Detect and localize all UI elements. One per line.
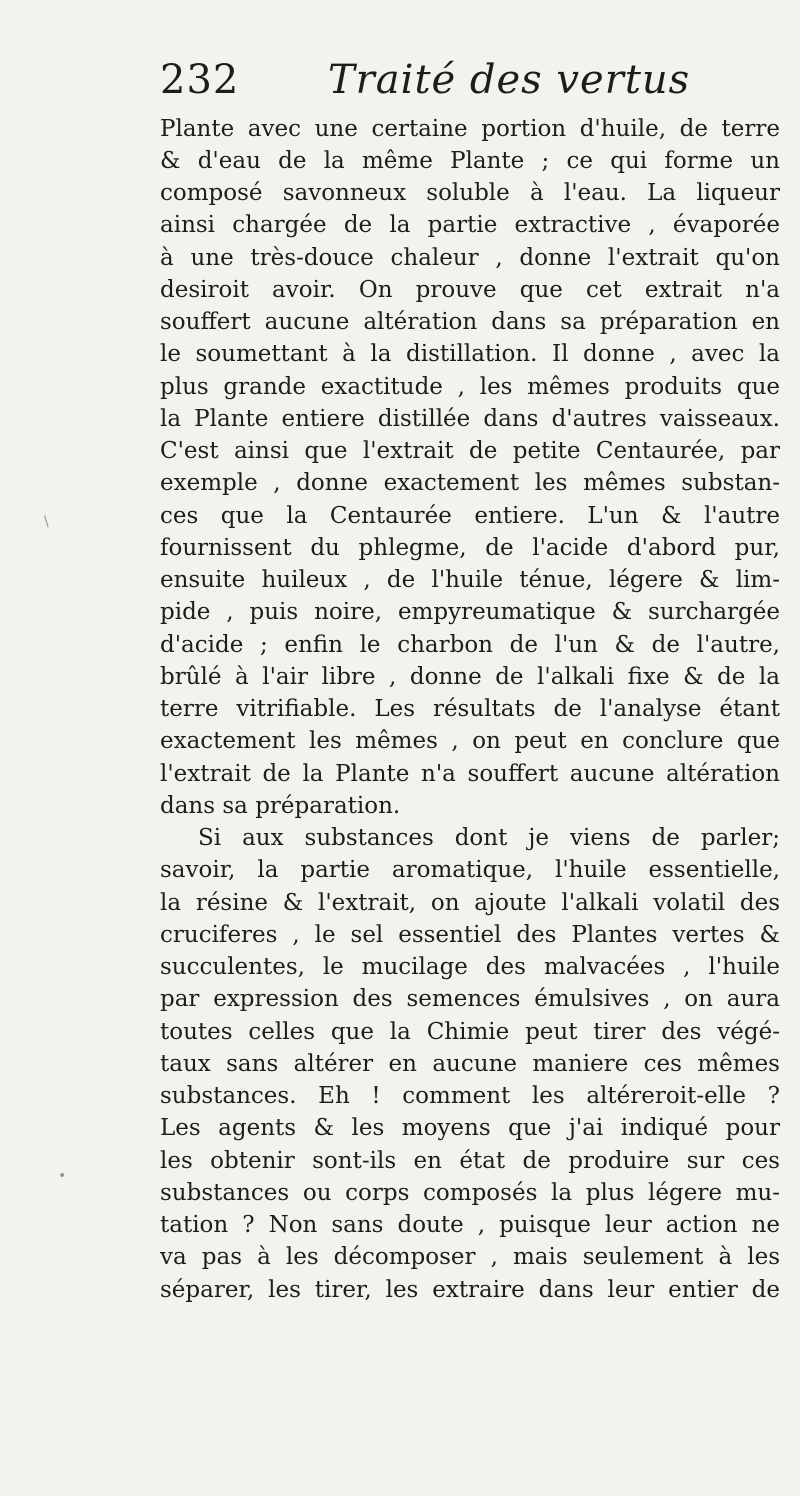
text-line: substances ou corps composés la plus légere mu-	[160, 1180, 780, 1206]
page-header	[160, 56, 780, 104]
text-line: plus grande exactitude , les mêmes produits que	[160, 374, 780, 400]
text-line: pide , puis noire, empyreumatique & surchargée	[160, 599, 780, 625]
text-line: Si aux substances dont je viens de parler;	[198, 825, 780, 851]
running-title: Traité des vertus	[328, 57, 691, 103]
text-line: ainsi chargée de la partie extractive , évaporée	[160, 212, 780, 238]
text-line: Les agents & les moyens que j'ai indiqué pour	[160, 1115, 780, 1141]
text-line: les obtenir sont-ils en état de produire sur ces	[160, 1148, 780, 1174]
text-line: Plante avec une certaine portion d'huile, de terre	[160, 116, 780, 142]
text-line: séparer, les tirer, les extraire dans leur entier de	[160, 1277, 780, 1303]
text-line: cruciferes , le sel essentiel des Plantes vertes &	[160, 922, 780, 948]
page-number: 232	[160, 57, 240, 103]
text-line: C'est ainsi que l'extrait de petite Centaurée, par	[160, 438, 780, 464]
text-line: terre vitrifiable. Les résultats de l'analyse étant	[160, 696, 780, 722]
text-line: à une très-douce chaleur , donne l'extrait qu'on	[160, 245, 780, 271]
text-line: & d'eau de la même Plante ; ce qui forme un	[160, 148, 780, 174]
margin-mark: \	[44, 514, 49, 530]
text-line: substances. Eh ! comment les altéreroit-elle ?	[160, 1083, 780, 1109]
text-line: d'acide ; enfin le charbon de l'un & de l'autre,	[160, 632, 780, 658]
text-line: succulentes, le mucilage des malvacées , l'huile	[160, 954, 780, 980]
text-line: dans sa préparation.	[160, 793, 401, 819]
text-line: la résine & l'extrait, on ajoute l'alkali volatil des	[160, 890, 780, 916]
text-line: ces que la Centaurée entiere. L'un & l'autre	[160, 503, 780, 529]
text-line: exemple , donne exactement les mêmes substan-	[160, 470, 780, 496]
text-line: composé savonneux soluble à l'eau. La liqueur	[160, 180, 780, 206]
text-line: l'extrait de la Plante n'a souffert aucune altération	[160, 761, 780, 787]
text-line: desiroit avoir. On prouve que cet extrait n'a	[160, 277, 780, 303]
text-line: ensuite huileux , de l'huile ténue, légere & lim-	[160, 567, 780, 593]
text-line: le soumettant à la distillation. Il donne , avec la	[160, 341, 780, 367]
text-line: tation ? Non sans doute , puisque leur action ne	[160, 1212, 780, 1238]
text-line: toutes celles que la Chimie peut tirer des végé-	[160, 1019, 780, 1045]
text-line: fournissent du phlegme, de l'acide d'abord pur,	[160, 535, 780, 561]
text-line: par expression des semences émulsives , on aura	[160, 986, 780, 1012]
margin-dot: •	[58, 1168, 67, 1184]
text-line: taux sans altérer en aucune maniere ces mêmes	[160, 1051, 780, 1077]
text-line: brûlé à l'air libre , donne de l'alkali fixe & de la	[160, 664, 780, 690]
text-line: la Plante entiere distillée dans d'autres vaisseaux.	[160, 406, 780, 432]
text-line: va pas à les décomposer , mais seulement à les	[160, 1244, 780, 1270]
text-line: savoir, la partie aromatique, l'huile essentielle,	[160, 857, 780, 883]
text-line: souffert aucune altération dans sa préparation en	[160, 309, 780, 335]
text-line: exactement les mêmes , on peut en conclure que	[160, 728, 780, 754]
